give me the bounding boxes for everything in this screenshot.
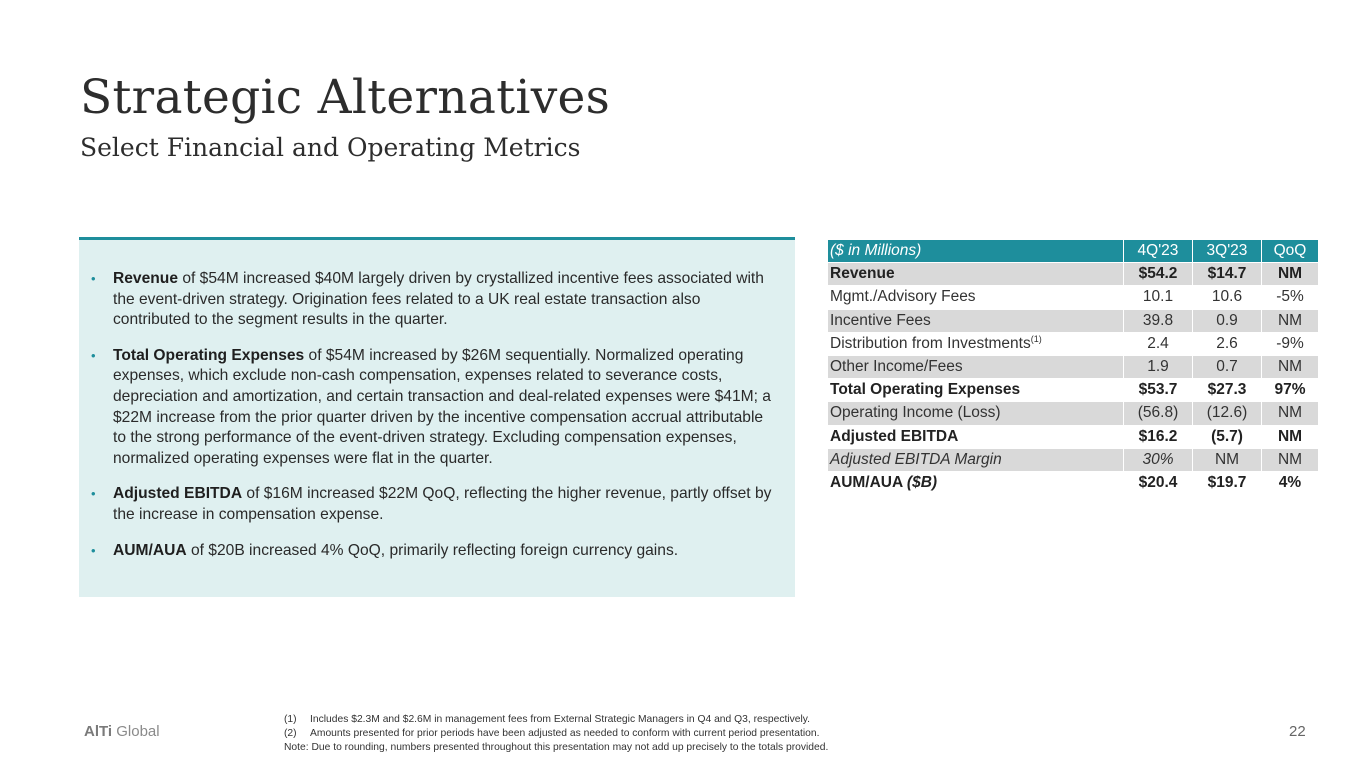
bullet-text: of $54M increased by $26M sequentially. Normalized operating expenses, which exclude non-cash compensation, expenses related to severance costs, depreciation and amortization, and certain transaction and deal-related expenses were $41M; a $22M increase from the prior quarter driven by the incentive compensation accrual attributable to the strong performance of the event-driven strategy. Excluding compensation expenses, normalized operating expenses were flat in the quarter. [113, 346, 771, 467]
table-row-aum-aua [828, 471, 1319, 494]
commentary-panel [79, 237, 795, 597]
company-logo [84, 723, 160, 740]
cell-qoq: NM [1262, 402, 1319, 425]
cell-3q23: (12.6) [1193, 402, 1262, 425]
row-label: Operating Income (Loss) [828, 402, 1124, 425]
cell-qoq: NM [1262, 355, 1319, 378]
row-label: Revenue [828, 263, 1124, 286]
table-row-operating-income [828, 402, 1319, 425]
row-label: Incentive Fees [828, 309, 1124, 332]
table-row-total-opex [828, 379, 1319, 402]
bullet-revenue [79, 269, 795, 331]
cell-3q23: 2.6 [1193, 332, 1262, 355]
footnote-text: Note: Due to rounding, numbers presented throughout this presentation may not add up precisely to the totals provided. [284, 741, 829, 753]
footnotes [284, 713, 828, 754]
page-title: Strategic Alternatives [80, 70, 611, 125]
cell-3q23: NM [1193, 448, 1262, 471]
page-subtitle: Select Financial and Operating Metrics [80, 133, 581, 162]
table-row-incentive-fees [828, 309, 1319, 332]
row-label: Total Operating Expenses [828, 379, 1124, 402]
bullet-aum [79, 541, 795, 562]
cell-3q23: 10.6 [1193, 286, 1262, 309]
cell-qoq: NM [1262, 425, 1319, 448]
cell-4q23: 2.4 [1124, 332, 1193, 355]
bullet-text: of $16M increased $22M QoQ, reflecting the higher revenue, partly offset by the increase in compensation expense. [113, 485, 772, 523]
header-qoq: QoQ [1262, 240, 1319, 263]
footnote-1 [284, 713, 828, 727]
cell-4q23: 39.8 [1124, 309, 1193, 332]
bullet-text: of $54M increased $40M largely driven by crystallized incentive fees associated with the event-driven strategy. Origination fees related to a UK real estate transaction also contributed to the segment results in the quarter. [113, 270, 764, 329]
logo-mark: AlTi [84, 723, 113, 740]
row-label-text: AUM/AUA [830, 473, 907, 491]
footnote-text: Includes $2.3M and $2.6M in management fees from External Strategic Managers in Q4 and Q3, respectively. [310, 714, 811, 725]
header-3q23: 3Q'23 [1193, 240, 1262, 263]
table-row-adjusted-ebitda [828, 425, 1319, 448]
cell-3q23: $27.3 [1193, 379, 1262, 402]
cell-qoq: 97% [1262, 379, 1319, 402]
table-row-ebitda-margin [828, 448, 1319, 471]
row-label: Adjusted EBITDA [828, 425, 1124, 448]
cell-4q23: $16.2 [1124, 425, 1193, 448]
cell-3q23: $19.7 [1193, 471, 1262, 494]
page-number: 22 [1289, 723, 1306, 740]
footnote-number: (1) [284, 714, 297, 725]
cell-qoq: NM [1262, 263, 1319, 286]
cell-4q23: 10.1 [1124, 286, 1193, 309]
commentary-bullets [79, 240, 795, 561]
bullet-dot-icon: • [91, 271, 96, 286]
bullet-heading: Revenue [113, 270, 179, 287]
header-label: ($ in Millions) [828, 240, 1124, 263]
cell-3q23: 0.7 [1193, 355, 1262, 378]
cell-qoq: -9% [1262, 332, 1319, 355]
cell-4q23: 1.9 [1124, 355, 1193, 378]
row-label-unit: ($B) [906, 473, 938, 491]
bullet-dot-icon: • [91, 347, 96, 363]
bullet-heading: Adjusted EBITDA [113, 485, 243, 503]
bullet-dot-icon: • [91, 486, 96, 502]
cell-3q23: 0.9 [1193, 309, 1262, 332]
cell-4q23: (56.8) [1124, 402, 1193, 425]
table-row-other-income [828, 355, 1319, 378]
footnote-number: (2) [284, 727, 297, 739]
row-label: Other Income/Fees [828, 355, 1124, 378]
table-header-row [828, 240, 1319, 263]
cell-qoq: NM [1262, 448, 1319, 471]
cell-qoq: NM [1262, 309, 1319, 332]
footnote-2 [284, 727, 828, 741]
row-label-text: Distribution from Investments [830, 335, 1031, 353]
table-row-mgmt-fees [828, 286, 1319, 309]
cell-4q23: $53.7 [1124, 379, 1193, 402]
row-label: Adjusted EBITDA Margin [828, 448, 1124, 471]
bullet-adjusted-ebitda [79, 484, 795, 525]
metrics-table [827, 239, 1319, 495]
bullet-dot-icon: • [91, 542, 96, 558]
footnote-text: Amounts presented for prior periods have been adjusted as needed to conform with current period presentation. [310, 727, 820, 739]
row-label [828, 332, 1124, 355]
bullet-operating-expenses [79, 346, 795, 470]
footnote-note [284, 741, 828, 755]
cell-4q23: $54.2 [1124, 263, 1193, 286]
table-row-distribution [828, 332, 1319, 355]
cell-3q23: (5.7) [1193, 425, 1262, 448]
row-label: Mgmt./Advisory Fees [828, 286, 1124, 309]
table-row-revenue [828, 263, 1319, 286]
logo-text: Global [112, 723, 160, 740]
bullet-heading: Total Operating Expenses [113, 346, 305, 364]
bullet-heading: AUM/AUA [113, 541, 187, 559]
footnote-ref: (1) [1030, 334, 1042, 345]
cell-3q23: $14.7 [1193, 263, 1262, 286]
header-4q23: 4Q'23 [1124, 240, 1193, 263]
cell-4q23: $20.4 [1124, 471, 1193, 494]
row-label [828, 471, 1124, 494]
cell-4q23: 30% [1124, 448, 1193, 471]
cell-qoq: 4% [1262, 471, 1319, 494]
cell-qoq: -5% [1262, 286, 1319, 309]
bullet-text: of $20B increased 4% QoQ, primarily reflecting foreign currency gains. [186, 541, 679, 559]
